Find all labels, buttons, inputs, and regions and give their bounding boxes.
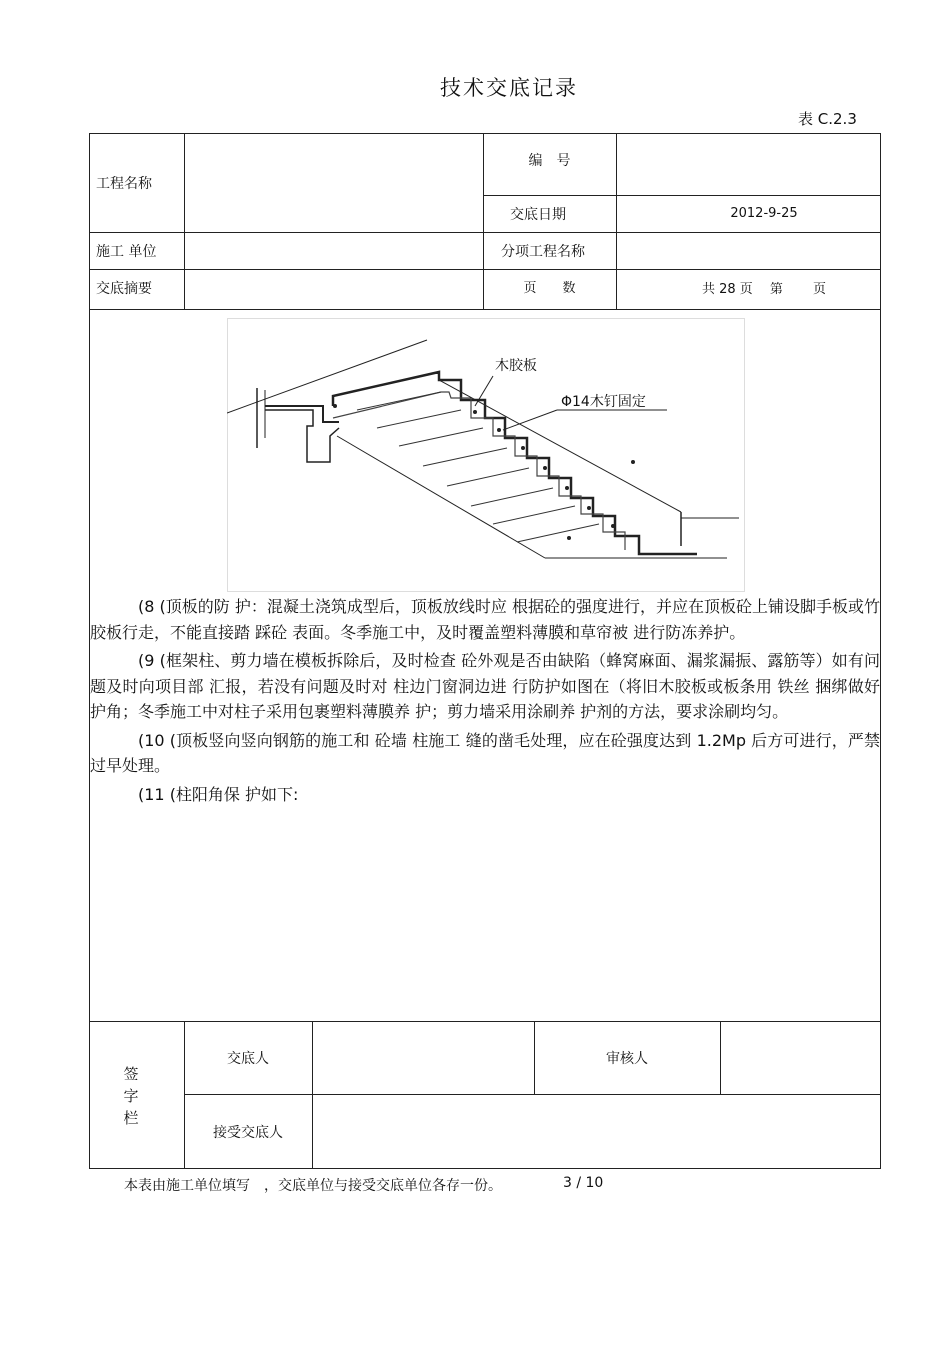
sub-project-value[interactable]: [620, 232, 878, 269]
document-title: 技术交底记录: [440, 76, 578, 100]
pages-value[interactable]: 共 28 页 第 页: [701, 282, 827, 297]
paragraph-9: (9 (框架柱、剪力墙在模板拆除后，及时检查 砼外观是否由缺陷（蜂窝麻面、漏浆漏振、露筋等）如有问题及时向项目部 汇报，若没有问题及时对 柱边门窗洞边进 行防护如图在（将旧木胶板或板条用 铁丝 捆绑做好 护角；冬季施工中对柱子采用包裹塑料薄膜养 护；剪力墙采用涂刷养 护剂的方法，要求涂刷均匀。: [90, 651, 880, 721]
reviewer-label: 审核人: [606, 1051, 648, 1067]
receiver-signature-field[interactable]: [316, 1094, 876, 1168]
presenter-label: 交底人: [227, 1051, 269, 1067]
signature-section-label: [121, 1063, 141, 1129]
date-value[interactable]: 2012-9-25: [730, 206, 798, 221]
summary-value[interactable]: [190, 269, 480, 306]
pages-label: 页 数: [523, 280, 576, 296]
figure-label-nail: Φ14木钉固定: [561, 394, 646, 410]
body-text: [90, 594, 880, 807]
page-number: 3 / 10: [563, 1175, 604, 1191]
figure-label-plywood: 木胶板: [495, 358, 537, 374]
paragraph-11: (11 (柱阳角保 护如下:: [138, 784, 299, 804]
signature-char-1: 签: [123, 1065, 139, 1083]
project-name-label: 工程名称: [96, 175, 152, 192]
paragraph-10: (10 (顶板竖向竖向钢筋的施工和 砼墙 柱施工 缝的凿毛处理，应在砼强度达到 1.2Mp 后方可进行，严禁过早处理。: [90, 730, 880, 775]
receiver-label: 接受交底人: [213, 1125, 283, 1141]
summary-label: 交底摘要: [96, 280, 152, 297]
contractor-value[interactable]: [190, 232, 480, 269]
paragraph-8: (8 (顶板的防 护：混凝土浇筑成型后，顶板放线时应 根据砼的强度进行，并应在顶板砼上铺设脚手板或竹胶板行走，不能直接踏 踩砼 表面。冬季施工中，及时覆盖塑料薄膜和草帘被 进行防冻养护。: [90, 597, 880, 642]
number-value[interactable]: [616, 133, 880, 195]
reviewer-signature-field[interactable]: [724, 1021, 876, 1094]
signature-char-3: 栏: [123, 1109, 139, 1127]
footer-note: 本表由施工单位填写 ，交底单位与接受交底单位各存一份。: [124, 1178, 502, 1194]
presenter-signature-field[interactable]: [316, 1021, 530, 1094]
date-label: 交底日期: [510, 206, 566, 223]
project-name-value[interactable]: [190, 133, 480, 232]
stair-formwork-figure: [227, 318, 745, 592]
stair-diagram-icon: [227, 318, 745, 592]
sub-project-label: 分项工程名称: [501, 243, 585, 260]
number-label: 编 号: [528, 153, 571, 169]
contractor-label: 施工 单位: [96, 243, 157, 260]
table-number: 表 C.2.3: [798, 110, 857, 128]
signature-char-2: 字: [123, 1087, 139, 1105]
